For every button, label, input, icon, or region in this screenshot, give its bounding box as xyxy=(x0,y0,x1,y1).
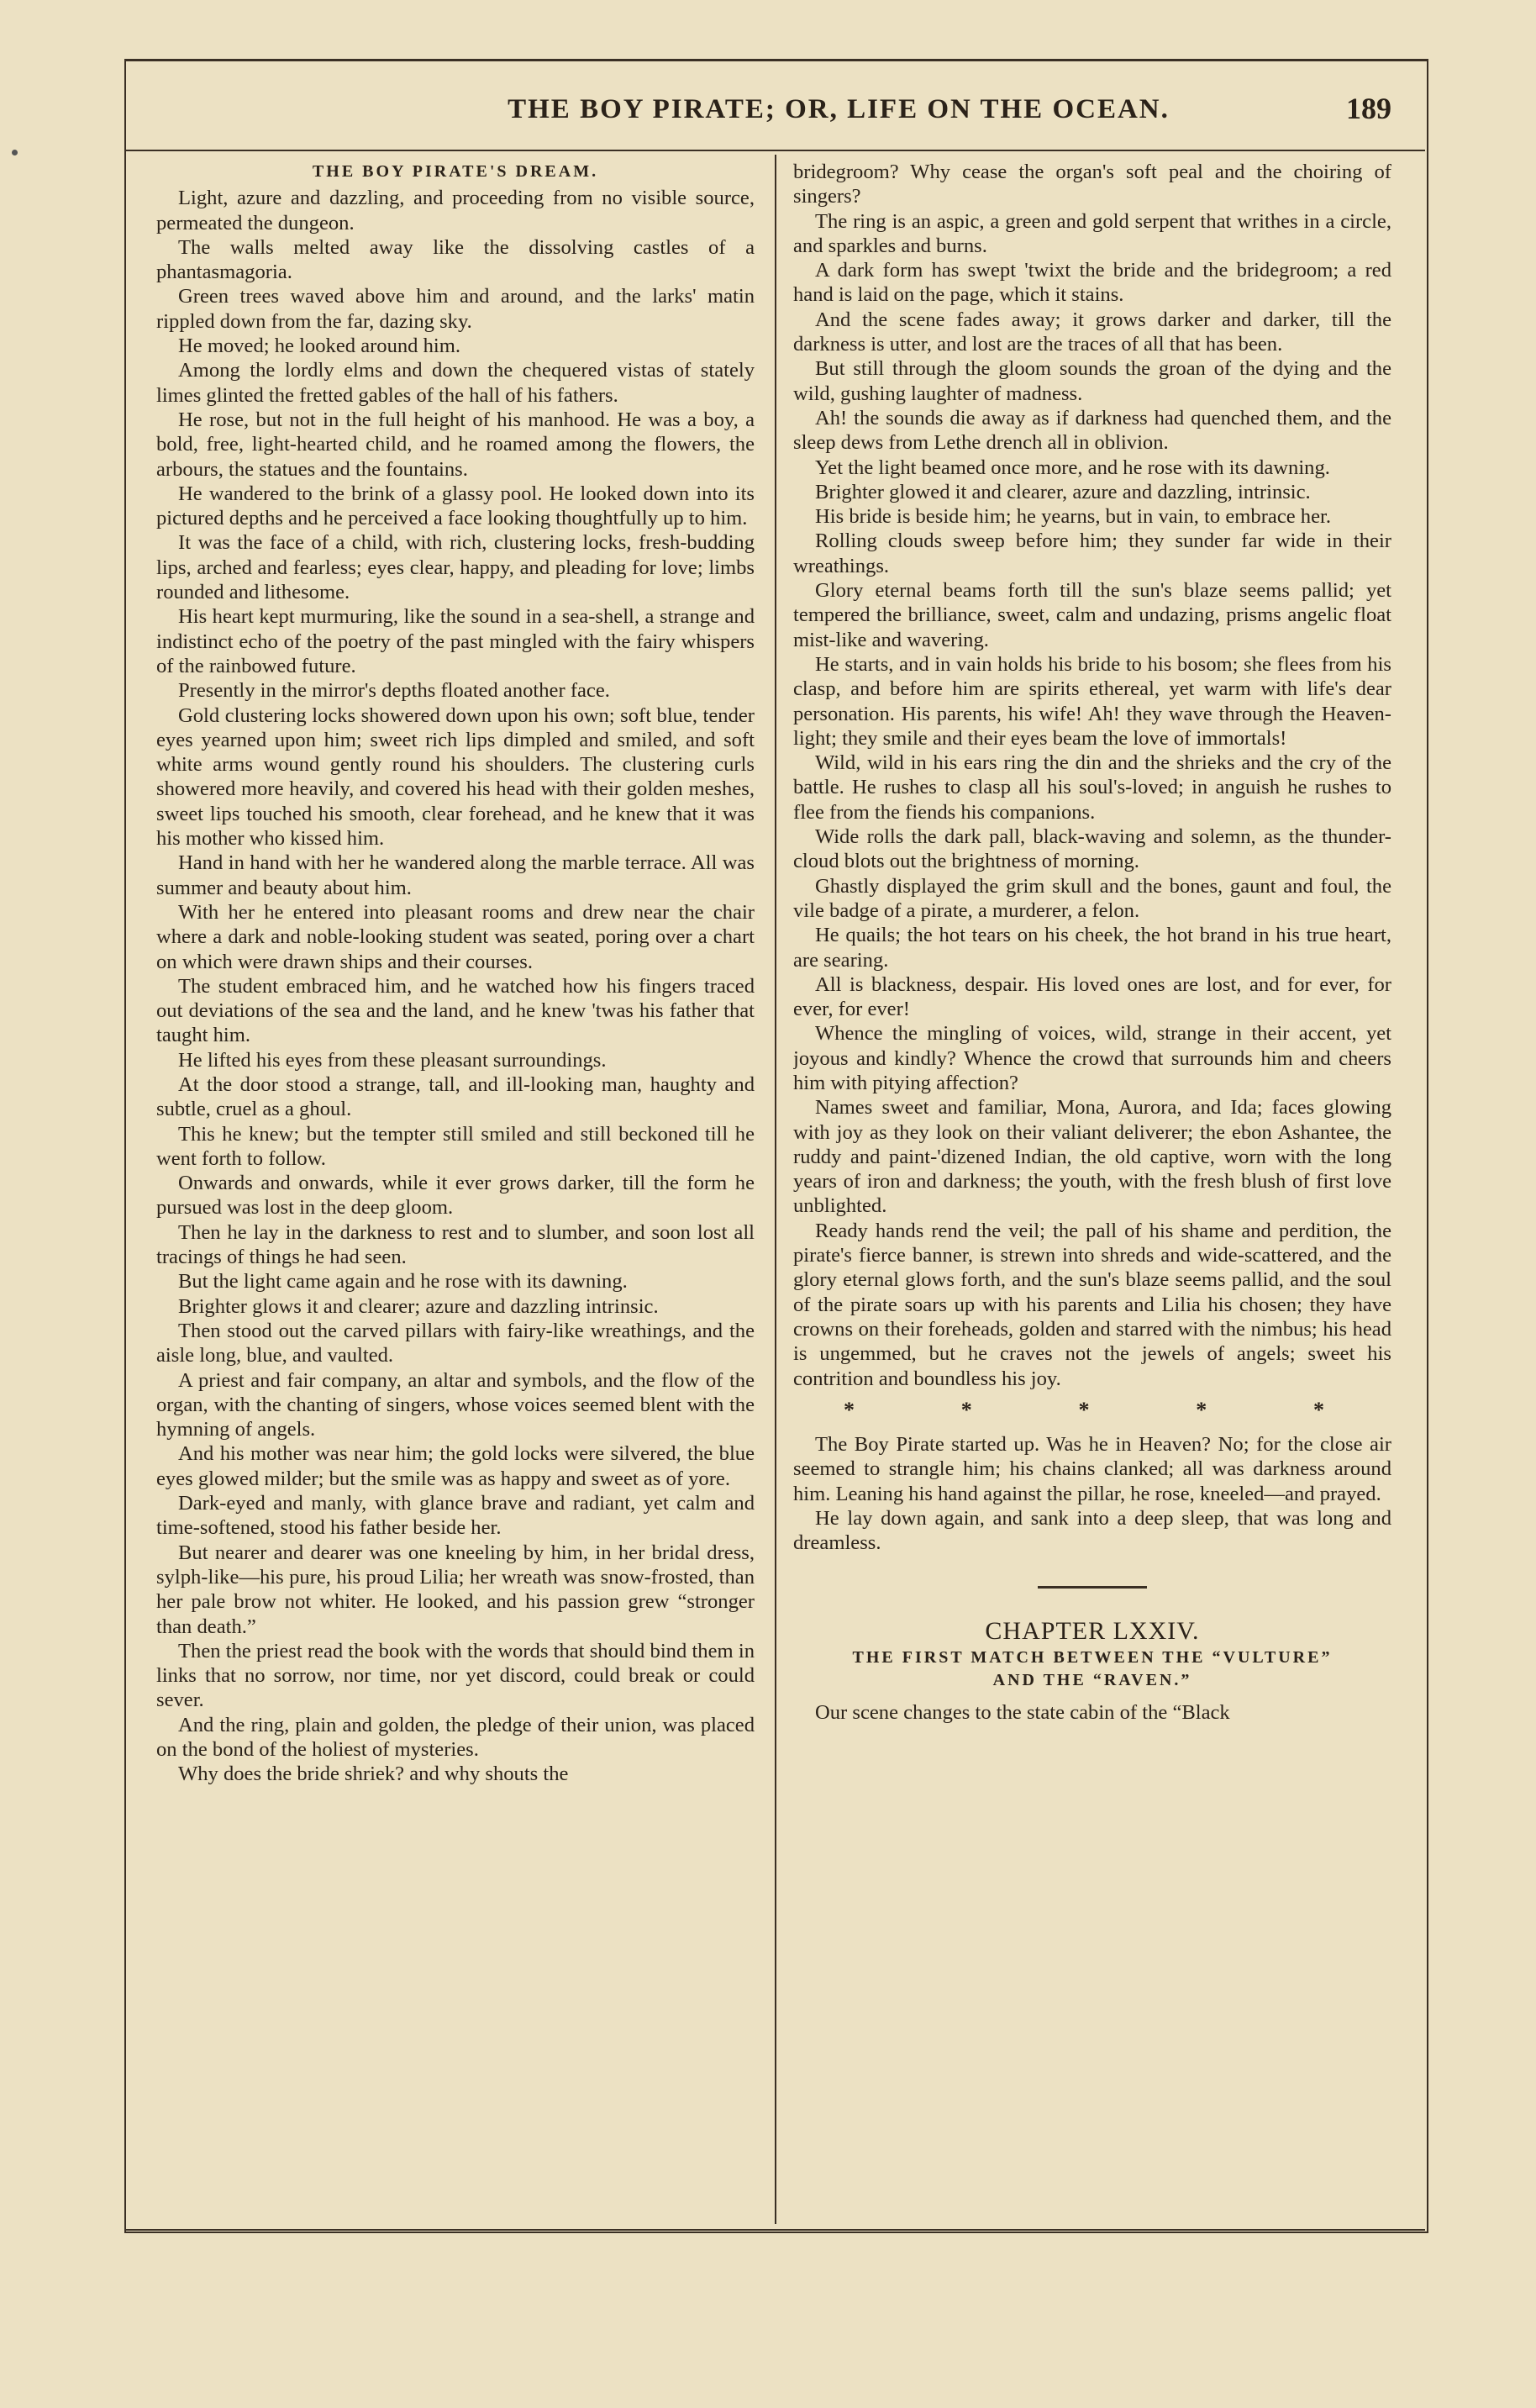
after-break-paragraphs xyxy=(793,1432,1391,1555)
paragraph: Then stood out the carved pillars with fairy-like wreathings, and the aisle long, blue, and vaulted. xyxy=(156,1319,755,1367)
paragraph: At the door stood a strange, tall, and ill-looking man, haughty and subtle, cruel as a ghoul. xyxy=(156,1072,755,1121)
ink-speck xyxy=(12,150,18,155)
section-break-stars xyxy=(793,1391,1391,1432)
left-column xyxy=(156,160,755,2227)
paragraph: Yet the light beamed once more, and he rose with its dawning. xyxy=(815,456,1330,479)
chapter-rule xyxy=(1038,1586,1147,1589)
section-heading: THE BOY PIRATE'S DREAM. xyxy=(312,162,599,181)
chapter-subtitle-line-2: AND THE “RAVEN.” xyxy=(992,1670,1192,1689)
paragraph: A dark form has swept 'twixt the bride and the bridegroom; a red hand is laid on the page, which it stains. xyxy=(793,259,1391,307)
paragraph: Ghastly displayed the grim skull and the bones, gaunt and foul, the vile badge of a pirate, a murderer, a felon. xyxy=(793,874,1391,922)
paragraph: He lifted his eyes from these pleasant surroundings. xyxy=(178,1048,607,1072)
paragraph: A priest and fair company, an altar and symbols, and the flow of the organ, with the chanting of singers, whose voices seemed blent with the hymning of angels. xyxy=(156,1368,755,1441)
paragraph: Wild, wild in his ears ring the din and the shrieks and the cry of the battle. He rushes to clasp all his soul's-loved; in anguish he rushes to flee from the fiends his companions. xyxy=(793,751,1391,824)
paragraph: Among the lordly elms and down the chequered vistas of stately limes glinted the fretted gables of the hall of his fathers. xyxy=(156,359,755,407)
paragraph: Wide rolls the dark pall, black-waving and solemn, as the thunder-cloud blots out the brightness of morning. xyxy=(793,825,1391,873)
paragraph: Glory eternal beams forth till the sun's blaze seems pallid; yet tempered the brilliance, sweet, calm and undazing, prisms angelic float mist-like and wavering. xyxy=(793,579,1391,651)
column-divider xyxy=(775,155,776,2224)
chapter-subtitle xyxy=(793,1647,1391,1692)
paragraph: But still through the gloom sounds the groan of the dying and the wild, gushing laughter of madness. xyxy=(793,357,1391,405)
chapter-subtitle-line-1: THE FIRST MATCH BETWEEN THE “VULTURE” xyxy=(852,1647,1333,1667)
paragraph: Presently in the mirror's depths floated another face. xyxy=(178,679,610,703)
paragraph: He moved; he looked around him. xyxy=(178,335,461,358)
paragraph: The walls melted away like the dissolving castles of a phantasmagoria. xyxy=(156,235,755,284)
paragraph: But nearer and dearer was one kneeling by him, in her bridal dress, sylph-like—his pure, his proud Lilia; her wreath was snow-frosted, than her pale brow not whiter. He looked, and his passion grew “stronger than death.” xyxy=(156,1541,755,1638)
running-title: THE BOY PIRATE; OR, LIFE ON THE OCEAN. xyxy=(508,94,1170,124)
paragraph: It was the face of a child, with rich, clustering locks, fresh-budding lips, arched and fearless; eyes clear, happy, and pleading for love; limbs rounded and lithesome. xyxy=(156,531,755,604)
paragraph: He starts, and in vain holds his bride to his bosom; she flees from his clasp, and before him are spirits ethereal, yet warm with life's dear personation. His parents, his wife! Ah! they wave through the Heaven-light; they smile and their eyes beam the love of immortals! xyxy=(793,652,1391,750)
paragraph: Names sweet and familiar, Mona, Aurora, and Ida; faces glowing with joy as they look on their valiant deliverer; the ebon Ashantee, the ruddy and paint-'dizened Indian, the old captive, worn with the long years of iron and darkness; the youth, with the fresh blush of first love unblighted. xyxy=(793,1096,1391,1218)
paragraph: With her he entered into pleasant rooms and drew near the chair where a dark and noble-looking student was seated, poring over a chart on which were drawn ships and their courses. xyxy=(156,900,755,973)
chapter-heading: CHAPTER LXXIV. xyxy=(985,1616,1200,1645)
paragraph: His bride is beside him; he yearns, but in vain, to embrace her. xyxy=(815,505,1332,529)
paragraph: Then he lay in the darkness to rest and to slumber, and soon lost all tracings of things he had seen. xyxy=(156,1220,755,1269)
paragraph: Hand in hand with her he wandered along the marble terrace. All was summer and beauty about him. xyxy=(156,851,755,899)
paragraph: Ready hands rend the veil; the pall of his shame and perdition, the pirate's fierce banner, is strewn into shreds and wide-scattered, and the glory eternal glows forth, and the sun's blaze seems pallid, and the soul of the pirate soars up with his parents and Lilia his chosen; they have crowns on their foreheads, golden and starred with the nimbus; his head is ungemmed, but he craves not the jewels of angels; sweet his contrition and boundless his joy. xyxy=(793,1219,1391,1390)
chapter-opening: Our scene changes to the state cabin of the “Black xyxy=(815,1700,1230,1724)
paragraph: The ring is an aspic, a green and gold serpent that writhes in a circle, and sparkles and burns. xyxy=(793,209,1391,257)
paragraph: This he knew; but the tempter still smiled and still beckoned till he went forth to follow. xyxy=(156,1122,755,1170)
paragraph: Gold clustering locks showered down upon his own; soft blue, tender eyes yearned upon him; sweet rich lips dimpled and smiled, and soft white arms wound gently round his shoulders. The clustering curls showered more heavily, and covered his head with their golden meshes, sweet lips touched his smooth, clear forehead, and he knew that it was his mother who kissed him. xyxy=(156,703,755,851)
paragraph: But the light came again and he rose with its dawning. xyxy=(178,1270,628,1294)
left-paragraphs xyxy=(156,186,755,1786)
footer-rule xyxy=(124,2229,1425,2231)
paragraph: Onwards and onwards, while it ever grows darker, till the form he pursued was lost in the deep gloom. xyxy=(156,1172,755,1220)
paragraph: Green trees waved above him and around, and the larks' matin rippled down from the far, dazing sky. xyxy=(156,285,755,333)
paragraph: He wandered to the brink of a glassy pool. He looked down into its pictured depths and he perceived a face looking thoughtfully up to him. xyxy=(156,482,755,530)
paragraph: Then the priest read the book with the words that should bind them in links that no sorrow, nor time, nor yet discord, could break or could sever. xyxy=(156,1639,755,1712)
paragraph: And his mother was near him; the gold locks were silvered, the blue eyes glowed milder; but the smile was as happy and sweet as of yore. xyxy=(156,1442,755,1490)
paragraph: Why does the bride shriek? and why shouts the xyxy=(178,1763,569,1786)
page-header xyxy=(124,94,1425,136)
star-glyph: * xyxy=(1196,1397,1207,1422)
right-column xyxy=(793,160,1391,2227)
paragraph: bridegroom? Why cease the organ's soft peal and the choiring of singers? xyxy=(793,161,1391,208)
paragraph: Rolling clouds sweep before him; they sunder far wide in their wreathings. xyxy=(793,530,1391,577)
paragraph: The Boy Pirate started up. Was he in Heaven? No; for the close air seemed to strangle him; his chains clanked; all was darkness around him. Leaning his hand against the pillar, he rose, kneeled—and prayed. xyxy=(793,1433,1391,1505)
paragraph: And the ring, plain and golden, the pledge of their union, was placed on the bond of the holiest of mysteries. xyxy=(156,1713,755,1761)
header-rule xyxy=(124,150,1425,151)
star-glyph: * xyxy=(1078,1397,1090,1422)
paragraph: The student embraced him, and he watched how his fingers traced out deviations of the sea and the land, and he knew 'twas his father that taught him. xyxy=(156,974,755,1047)
paragraph: His heart kept murmuring, like the sound in a sea-shell, a strange and indistinct echo of the poetry of the past mingled with the fairy whispers of the rainbowed future. xyxy=(156,605,755,677)
star-glyph: * xyxy=(844,1397,855,1422)
paragraph: All is blackness, despair. His loved ones are lost, and for ever, for ever, for ever! xyxy=(793,972,1391,1021)
paragraph: Dark-eyed and manly, with glance brave and radiant, yet calm and time-softened, stood his father beside her. xyxy=(156,1492,755,1540)
paragraph: He quails; the hot tears on his cheek, the hot brand in his true heart, are searing. xyxy=(793,924,1391,972)
star-glyph: * xyxy=(1313,1397,1324,1422)
right-paragraphs xyxy=(793,160,1391,1391)
star-glyph: * xyxy=(960,1397,972,1422)
paragraph: Brighter glowed it and clearer, azure and dazzling, intrinsic. xyxy=(815,480,1311,503)
paragraph: Ah! the sounds die away as if darkness had quenched them, and the sleep dews from Lethe drench all in oblivion. xyxy=(793,406,1391,455)
paragraph: Brighter glows it and clearer; azure and dazzling intrinsic. xyxy=(178,1294,659,1318)
paragraph: And the scene fades away; it grows darker and darker, till the darkness is utter, and lost are the traces of all that has been. xyxy=(793,308,1391,356)
paragraph: He rose, but not in the full height of his manhood. He was a boy, a bold, free, light-hearted child, and he roamed among the flowers, the arbours, the statues and the fountains. xyxy=(156,408,755,481)
paragraph: He lay down again, and sank into a deep sleep, that was long and dreamless. xyxy=(793,1507,1391,1555)
paragraph: Whence the mingling of voices, wild, strange in their accent, yet joyous and kindly? Whence the crowd that surrounds him and cheers him with pitying affection? xyxy=(793,1022,1391,1094)
page-number: 189 xyxy=(1346,92,1391,125)
paragraph: Light, azure and dazzling, and proceeding from no visible source, permeated the dungeon. xyxy=(156,187,755,234)
